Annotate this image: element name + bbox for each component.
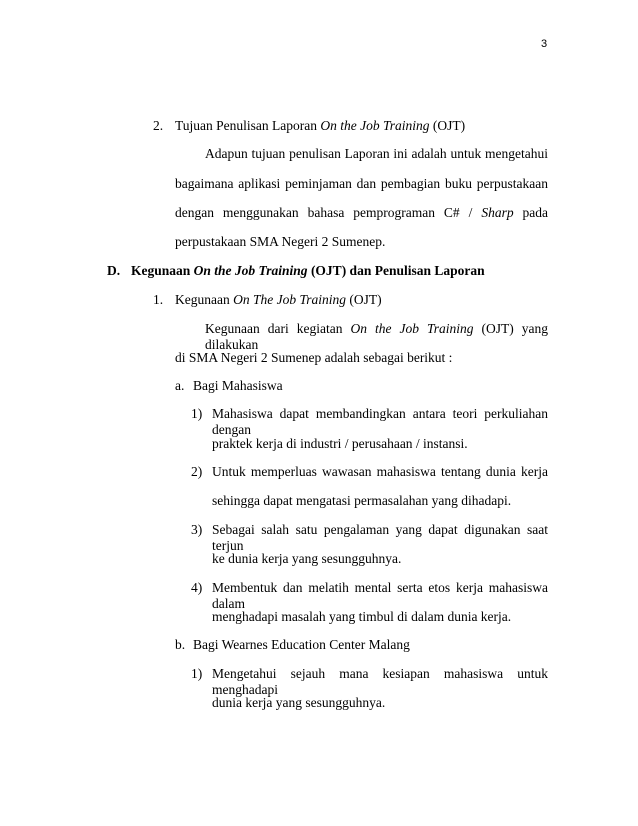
list-item-number: 1)	[191, 666, 203, 681]
item-b-title: Bagi Wearnes Education Center Malang	[193, 637, 410, 652]
section-2-para-line-3: dengan menggunakan bahasa pemprograman C# / Sharp pada	[175, 205, 549, 220]
section-2-number: 2.	[153, 118, 164, 133]
subsection-1-number: 1.	[153, 292, 164, 307]
list-item-line-2: dunia kerja yang sesungguhnya.	[212, 695, 386, 710]
section-2-para-line-1: Adapun tujuan penulisan Laporan ini adalah untuk mengetahui	[205, 146, 548, 161]
list-item-line-1: Mahasiswa dapat membandingkan antara teori perkuliahan dengan	[212, 406, 548, 437]
subsection-1-para-line-2: di SMA Negeri 2 Sumenep adalah sebagai berikut :	[175, 350, 453, 365]
list-item-line-2: ke dunia kerja yang sesungguhnya.	[212, 551, 402, 566]
section-2-heading: Tujuan Penulisan Laporan On the Job Training (OJT)	[175, 118, 466, 133]
list-item-line-2: sehingga dapat mengatasi permasalahan yang dihadapi.	[212, 493, 512, 508]
list-item-number: 4)	[191, 580, 203, 595]
list-item-number: 3)	[191, 522, 203, 537]
item-a-title: Bagi Mahasiswa	[193, 378, 283, 393]
list-item-line-1: Membentuk dan melatih mental serta etos kerja mahasiswa dalam	[212, 580, 548, 611]
item-a-label: a.	[175, 378, 185, 393]
section-d-heading: Kegunaan On the Job Training (OJT) dan Penulisan Laporan	[131, 263, 485, 278]
list-item-number: 1)	[191, 406, 203, 421]
item-b-label: b.	[175, 637, 186, 652]
section-2-para-line-2: bagaimana aplikasi peminjaman dan pembagian buku perpustakaan	[175, 176, 548, 191]
list-item-line-1: Untuk memperluas wawasan mahasiswa tentang dunia kerja	[212, 464, 548, 479]
list-item-line-2: praktek kerja di industri / perusahaan / instansi.	[212, 436, 468, 451]
subsection-1-para-line-1: Kegunaan dari kegiatan On the Job Training (OJT) yang dilakukan	[205, 321, 548, 352]
subsection-1-heading: Kegunaan On The Job Training (OJT)	[175, 292, 382, 307]
list-item-line-2: menghadapi masalah yang timbul di dalam dunia kerja.	[212, 609, 512, 624]
page-number: 3	[541, 38, 548, 50]
section-2-para-line-4: perpustakaan SMA Negeri 2 Sumenep.	[175, 234, 386, 249]
list-item-number: 2)	[191, 464, 203, 479]
list-item-line-1: Mengetahui sejauh mana kesiapan mahasiswa untuk menghadapi	[212, 666, 548, 697]
list-item-line-1: Sebagai salah satu pengalaman yang dapat digunakan saat terjun	[212, 522, 548, 553]
section-d-letter: D.	[107, 263, 121, 278]
